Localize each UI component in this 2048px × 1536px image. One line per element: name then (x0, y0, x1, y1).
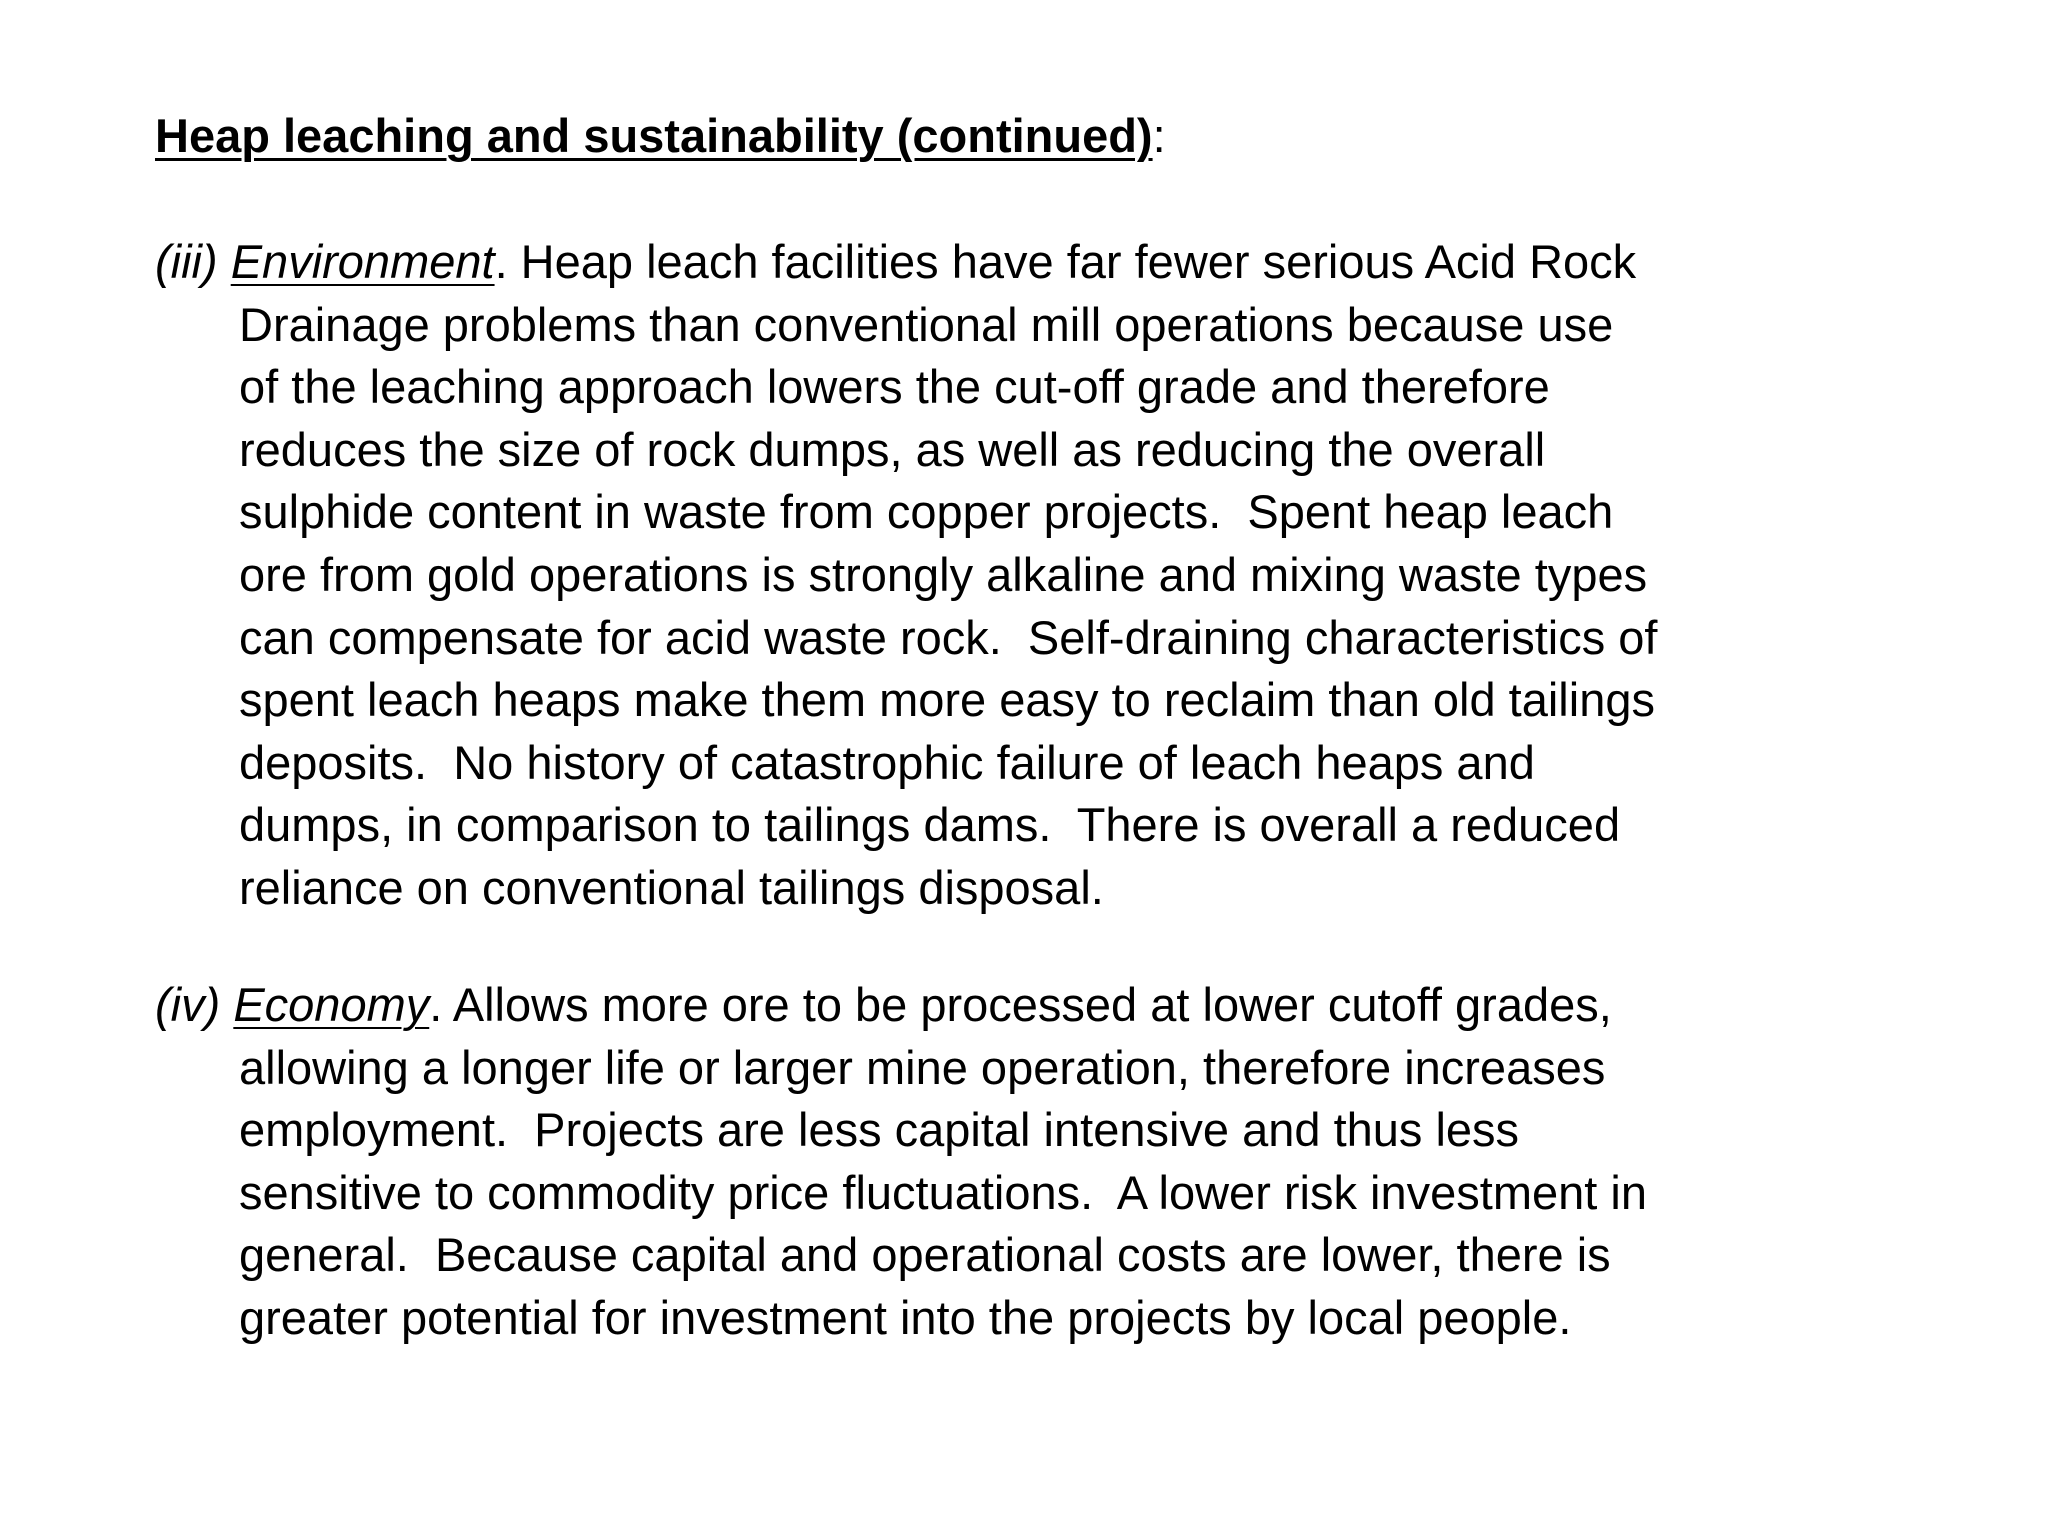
page-title (155, 108, 1166, 164)
paragraph-line: greater potential for investment into the projects by local people. (239, 1290, 1572, 1344)
paragraph-line: sensitive to commodity price fluctuations. A lower risk investment in (239, 1165, 1647, 1219)
paragraph-line: general. Because capital and operational costs are lower, there is (239, 1228, 1611, 1282)
paragraph-line: reduces the size of rock dumps, as well as reducing the overall (239, 422, 1546, 476)
paragraph-line: of the leaching approach lowers the cut-off grade and therefore (239, 360, 1550, 414)
section-marker: (iii) (155, 235, 218, 288)
paragraph-line: dumps, in comparison to tailings dams. There is overall a reduced (239, 798, 1621, 852)
paragraph-line: can compensate for acid waste rock. Self-draining characteristics of (239, 610, 1658, 664)
paragraph-line: Drainage problems than conventional mill operations because use (239, 297, 1614, 351)
section-economy (155, 974, 2035, 1350)
paragraph-line: spent leach heaps make them more easy to reclaim than old tailings (239, 673, 1655, 727)
section-economy-first-line (155, 974, 2035, 1037)
paragraph-line: deposits. No history of catastrophic failure of leach heaps and (239, 735, 1535, 789)
section-environment (155, 231, 2035, 920)
paragraph-text: . Heap leach facilities have far fewer serious Acid Rock (494, 235, 1637, 288)
paragraph-line: reliance on conventional tailings disposal. (239, 860, 1104, 914)
paragraph-line: ore from gold operations is strongly alkaline and mixing waste types (239, 547, 1648, 601)
paragraph-line: sulphide content in waste from copper projects. Spent heap leach (239, 485, 1614, 539)
section-heading-economy: Economy (233, 978, 430, 1031)
paragraph-line: allowing a longer life or larger mine operation, therefore increases (239, 1040, 1606, 1094)
section-heading-environment: Environment (230, 235, 495, 288)
page-title-colon: : (1152, 109, 1166, 162)
page-title-text: Heap leaching and sustainability (continued) (155, 109, 1153, 162)
paragraph-line: employment. Projects are less capital intensive and thus less (239, 1103, 1520, 1157)
paragraph-text: . Allows more ore to be processed at lower cutoff grades, (429, 978, 1612, 1031)
section-marker: (iv) (155, 978, 221, 1031)
section-environment-first-line (155, 231, 2035, 294)
